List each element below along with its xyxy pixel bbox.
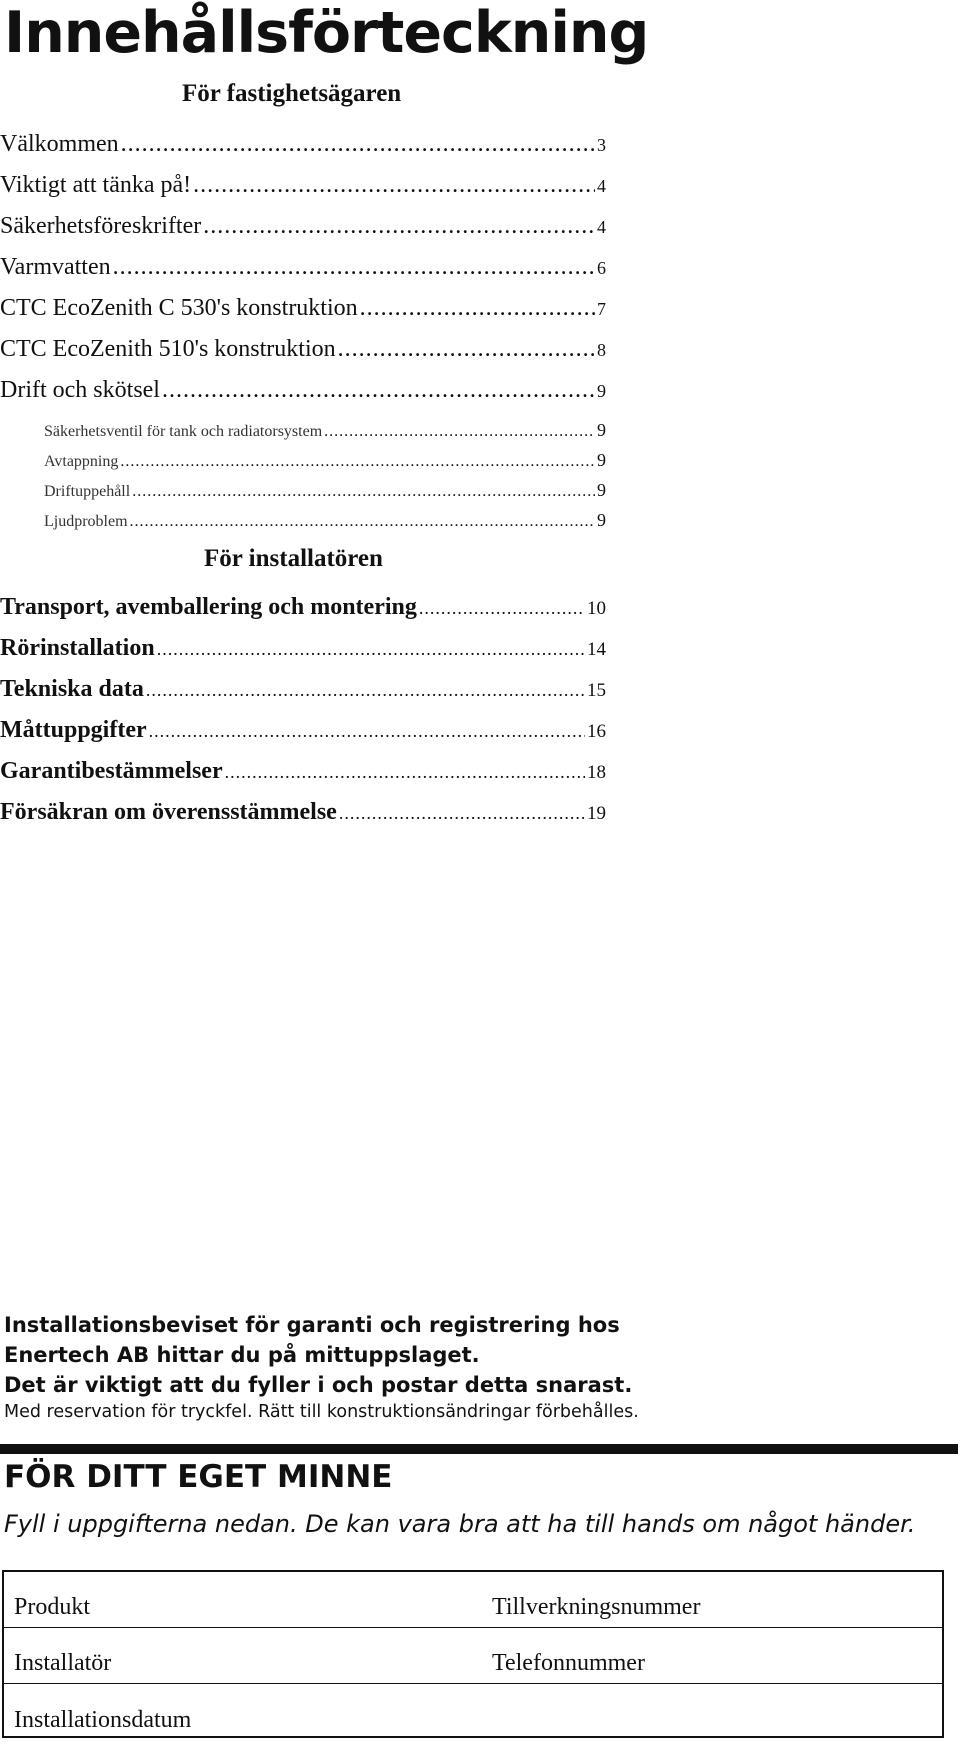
toc-subentry-sakerhetsventil[interactable] [44,420,606,442]
toc-entry-page: 6 [597,258,606,278]
toc-entry-page: 4 [597,176,606,196]
toc-entry-mattuppgifter[interactable] [0,717,606,747]
toc-entry-transport[interactable] [0,594,606,624]
toc-leader-dots [419,598,585,619]
toc-leader-dots [193,172,595,199]
toc-entry-label: Säkerhetsföreskrifter [0,213,202,239]
toc-entry-label: Driftuppehåll [44,483,131,500]
toc-subentry-ljudproblem[interactable] [44,510,606,532]
toc-entry-label: Försäkran om överensstämmelse [0,799,337,825]
toc-entry-label: Viktigt att tänka på! [0,172,192,198]
field-installator[interactable]: Installatör [14,1650,112,1676]
toc-entry-page: 4 [597,217,606,237]
toc-entry-page: 8 [597,340,606,360]
toc-entry-label: Avtappning [44,453,119,470]
toc-leader-dots [130,513,595,531]
notice-line: Det är viktigt att du fyller i och postar detta snarast. [4,1373,633,1397]
notice-line: Enertech AB hittar du på mittuppslaget. [4,1343,480,1367]
toc-entry-tekniska-data[interactable] [0,676,606,706]
toc-entry-label: Rörinstallation [0,635,155,661]
toc-leader-dots [360,295,595,322]
toc-entry-page: 18 [587,762,606,783]
toc-entry-sakerhetsforeskrifter[interactable] [0,213,606,243]
memo-form [2,1570,944,1738]
field-produkt[interactable]: Produkt [14,1594,91,1620]
toc-entry-page: 7 [597,299,606,319]
toc-leader-dots [121,131,595,158]
toc-entry-label: CTC EcoZenith 510's konstruktion [0,336,336,362]
toc-leader-dots [149,721,585,742]
toc-leader-dots [225,762,585,783]
toc-entry-c530-konstruktion[interactable] [0,295,606,325]
notice-line: Installationsbeviset för garanti och registrering hos [4,1313,620,1337]
toc-entry-label: CTC EcoZenith C 530's konstruktion [0,295,358,321]
form-row [4,1572,942,1628]
toc-leader-dots [157,639,585,660]
toc-entry-page: 9 [597,450,606,470]
toc-entry-page: 3 [597,135,606,155]
toc-entry-label: Garantibestämmelser [0,758,223,784]
section-divider [0,1444,958,1454]
field-telefonnummer[interactable]: Telefonnummer [492,1650,645,1676]
toc-leader-dots [132,483,595,501]
toc-leader-dots [324,423,595,441]
toc-entry-label: Varmvatten [0,254,111,280]
toc-leader-dots [203,213,595,240]
section-heading-owner: För fastighetsägaren [182,80,402,107]
toc-entry-page: 16 [587,721,606,742]
toc-entry-page: 9 [597,420,606,440]
field-installationsdatum[interactable]: Installationsdatum [14,1707,192,1733]
toc-leader-dots [162,377,595,404]
memo-title: FÖR DITT EGET MINNE [4,1459,393,1495]
toc-entry-forsakran[interactable] [0,799,606,829]
field-tillverkningsnummer[interactable]: Tillverkningsnummer [492,1594,701,1620]
toc-leader-dots [146,680,585,701]
toc-subentry-avtappning[interactable] [44,450,606,472]
toc-entry-page: 19 [587,803,606,824]
toc-entry-label: Tekniska data [0,676,144,702]
toc-entry-page: 9 [597,381,606,401]
toc-entry-page: 9 [597,480,606,500]
toc-entry-page: 15 [587,680,606,701]
toc-entry-label: Måttuppgifter [0,717,147,743]
toc-entry-page: 14 [587,639,606,660]
toc-entry-rorinstallation[interactable] [0,635,606,665]
toc-entry-label: Välkommen [0,131,119,157]
toc-entry-valkommen[interactable] [0,131,606,161]
toc-entry-label: Transport, avemballering och montering [0,594,417,620]
toc-entry-viktigt[interactable] [0,172,606,202]
toc-entry-page: 10 [587,598,606,619]
notice-disclaimer: Med reservation för tryckfel. Rätt till konstruktionsändringar förbehålles. [4,1402,639,1422]
page-title: Innehållsförteckning [4,0,649,66]
toc-entry-510-konstruktion[interactable] [0,336,606,366]
section-heading-installer: För installatören [204,545,383,572]
toc-leader-dots [113,254,595,281]
toc-entry-varmvatten[interactable] [0,254,606,284]
toc-entry-label: Ljudproblem [44,513,128,530]
toc-leader-dots [120,453,595,471]
toc-entry-label: Säkerhetsventil för tank och radiatorsystem [44,423,323,440]
toc-entry-garantibestammelser[interactable] [0,758,606,788]
warranty-notice [4,1310,639,1424]
form-row [4,1628,942,1684]
toc-subentry-driftuppehall[interactable] [44,480,606,502]
toc-entry-drift-och-skotsel[interactable] [0,377,606,407]
toc-entry-page: 9 [597,510,606,530]
memo-subtitle: Fyll i uppgifterna nedan. De kan vara bra att ha till hands om något händer. [4,1510,916,1538]
toc-entry-label: Drift och skötsel [0,377,160,403]
toc-leader-dots [339,803,585,824]
toc-leader-dots [338,336,595,363]
form-row [4,1684,942,1740]
